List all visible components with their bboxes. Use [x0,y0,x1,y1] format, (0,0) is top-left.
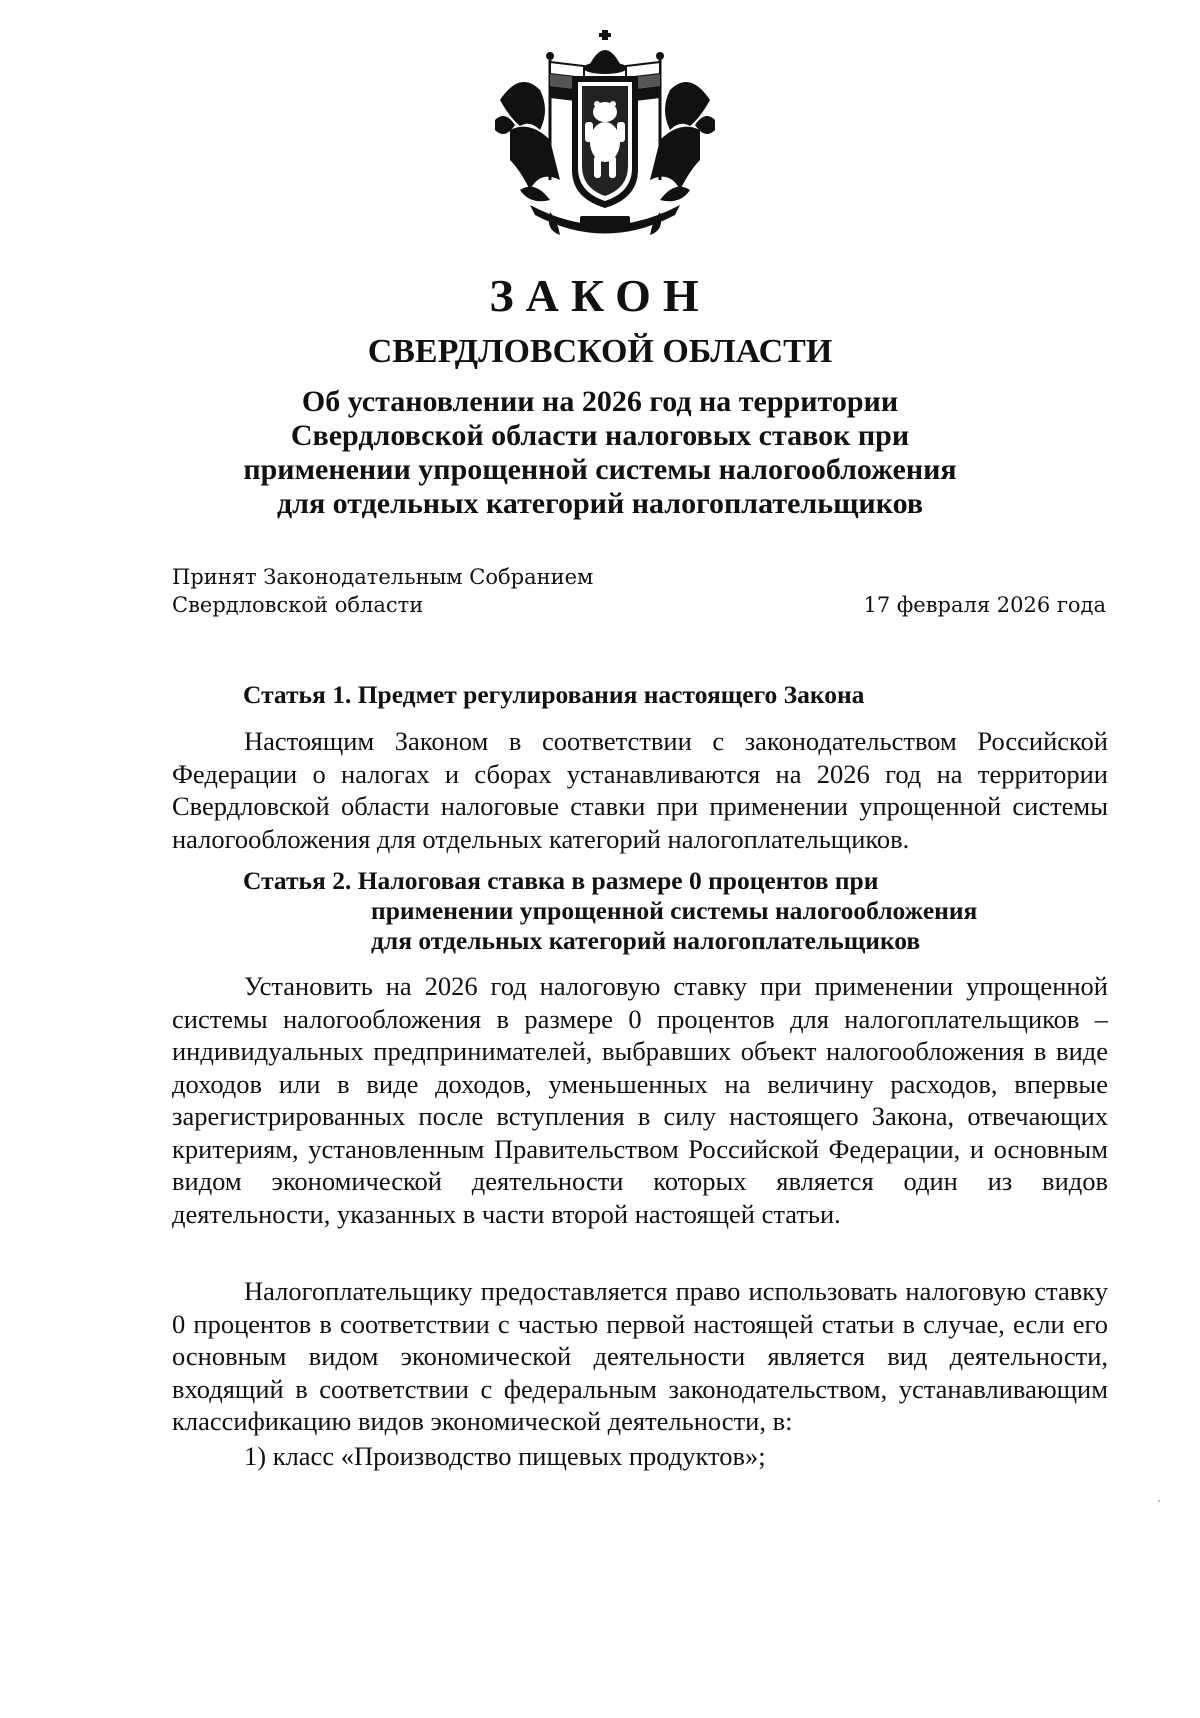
article-heading-line: Статья 2. Налоговая ставка в размере 0 процентов при [243,866,879,895]
subject-line: Об установлении на 2026 год на территории [301,385,899,418]
article-2-paragraph-2: Налогоплательщику предоставляется право использовать налоговую ставку 0 процентов в соответствии с частью первой настоящей статьи в случае, если его основным видом экономической деятельности является вид деятельности, входящий в соответствии с федеральным законодательством, устанавливающим классификацию видов экономической деятельности, в: [172,1276,1108,1436]
adopted-line: Свердловской области [172,593,424,617]
article-1-paragraph-1: Настоящим Законом в соответствии с законодательством Российской Федерации о налогах и сборах устанавливаются на 2026 год на территории Свердловской области налоговые ставки при применении упрощенной системы налогообложения для отдельных категорий налогоплательщиков. [172,726,1108,854]
document-region: СВЕРДЛОВСКОЙ ОБЛАСТИ [367,333,833,370]
adopted-date: 17 февраля 2026 года [863,593,1106,617]
scan-artifact [1158,1500,1160,1502]
article-2-heading [243,866,977,956]
document-title: ЗАКОН [489,270,711,321]
article-heading-line: для отдельных категорий налогоплательщиков [371,926,921,955]
document-subject [230,385,970,521]
article-heading-line: Статья 1. Предмет регулирования настоящего Закона [243,680,865,709]
article-2-paragraph-1: Установить на 2026 год налоговую ставку при применении упрощенной системы налогообложения в размере 0 процентов для налогоплательщиков – индивидуальных предпринимателей, выбравших объект налогообложения в виде доходов или в виде доходов, уменьшенных на величину расходов, впервые зарегистрированных после вступления в силу настоящего Закона, отвечающих критериям, установленным Правительством Российской Федерации, и основным видом экономической деятельности которых является один из видов деятельности, указанных в части второй настоящей статьи. [172,971,1108,1229]
article-2-list-item: 1) класс «Производство пищевых продуктов»; [244,1441,766,1471]
article-1-heading [243,680,864,710]
adopted-line: Принят Законодательным Собранием [172,565,594,589]
subject-line: применении упрощенной системы налогообложения [243,453,957,486]
sverdlovsk-coat-of-arms-icon [490,30,720,250]
subject-line: для отдельных категорий налогоплательщиков [276,487,924,520]
article-heading-line: применении упрощенной системы налогообложения [371,896,978,925]
adopted-by [172,563,593,619]
subject-line: Свердловской области налоговых ставок при [290,419,910,452]
